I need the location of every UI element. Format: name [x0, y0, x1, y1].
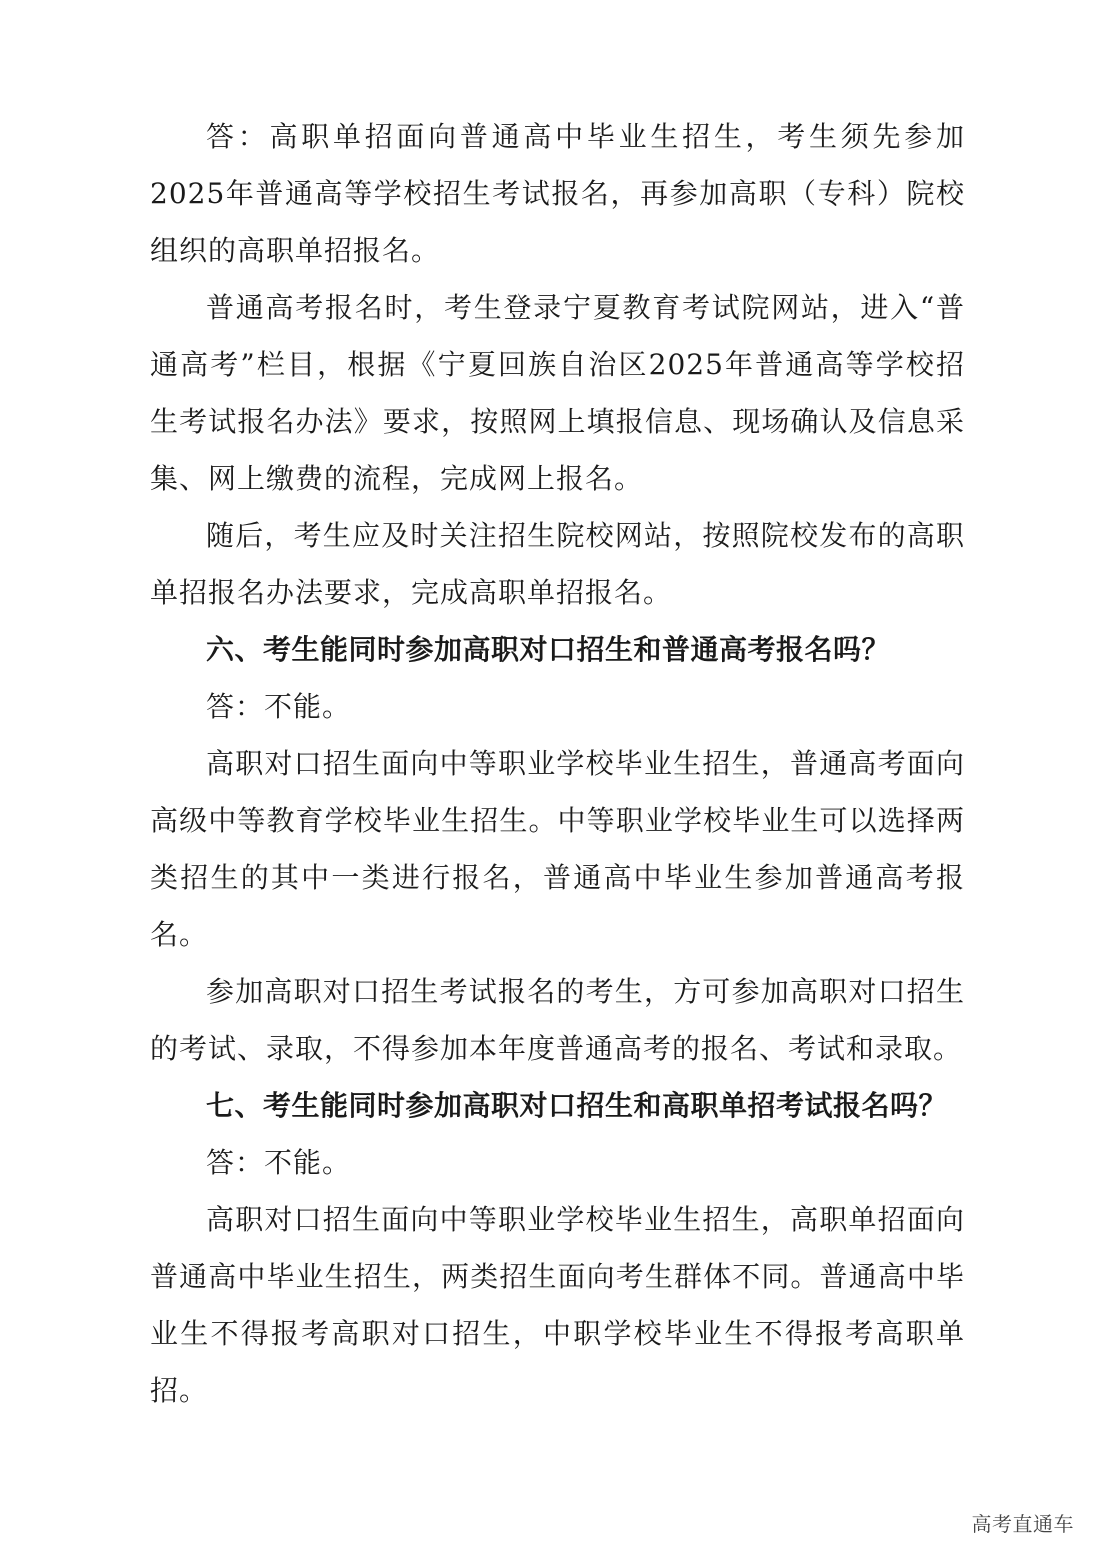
paragraph-follow-up: 随后，考生应及时关注招生院校网站，按照院校发布的高职单招报名办法要求，完成高职单招报名。: [150, 519, 965, 609]
paragraph-answer-5: 答：高职单招面向普通高中毕业生招生，考生须先参加2025年普通高等学校招生考试报名，再参加高职（专科）院校组织的高职单招报名。: [150, 120, 965, 267]
document-body: [150, 108, 965, 1419]
watermark-label: 高考直通车: [971, 1512, 1074, 1536]
paragraph-explanation-6: 高职对口招生面向中等职业学校毕业生招生，普通高考面向高级中等教育学校毕业生招生。中等职业学校毕业生可以选择两类招生的其中一类进行报名，普通高中毕业生参加普通高考报名。: [150, 747, 965, 951]
paragraph-explanation-7: 高职对口招生面向中等职业学校毕业生招生，高职单招面向普通高中毕业生招生，两类招生面向考生群体不同。普通高中毕业生不得报考高职对口招生，中职学校毕业生不得报考高职单招。: [150, 1203, 965, 1407]
paragraph-answer-7: 答：不能。: [206, 1146, 352, 1179]
section-heading-6: 六、考生能同时参加高职对口招生和普通高考报名吗？: [206, 633, 891, 666]
section-heading-7: 七、考生能同时参加高职对口招生和高职单招考试报名吗？: [206, 1089, 948, 1122]
paragraph-answer-6: 答：不能。: [206, 690, 352, 723]
paragraph-restriction-6: 参加高职对口招生考试报名的考生，方可参加高职对口招生的考试、录取，不得参加本年度普通高考的报名、考试和录取。: [150, 975, 965, 1065]
paragraph-registration-steps: 普通高考报名时，考生登录宁夏教育考试院网站，进入“普通高考”栏目，根据《宁夏回族自治区2025年普通高等学校招生考试报名办法》要求，按照网上填报信息、现场确认及信息采集、网上缴费的流程，完成网上报名。: [150, 291, 965, 495]
